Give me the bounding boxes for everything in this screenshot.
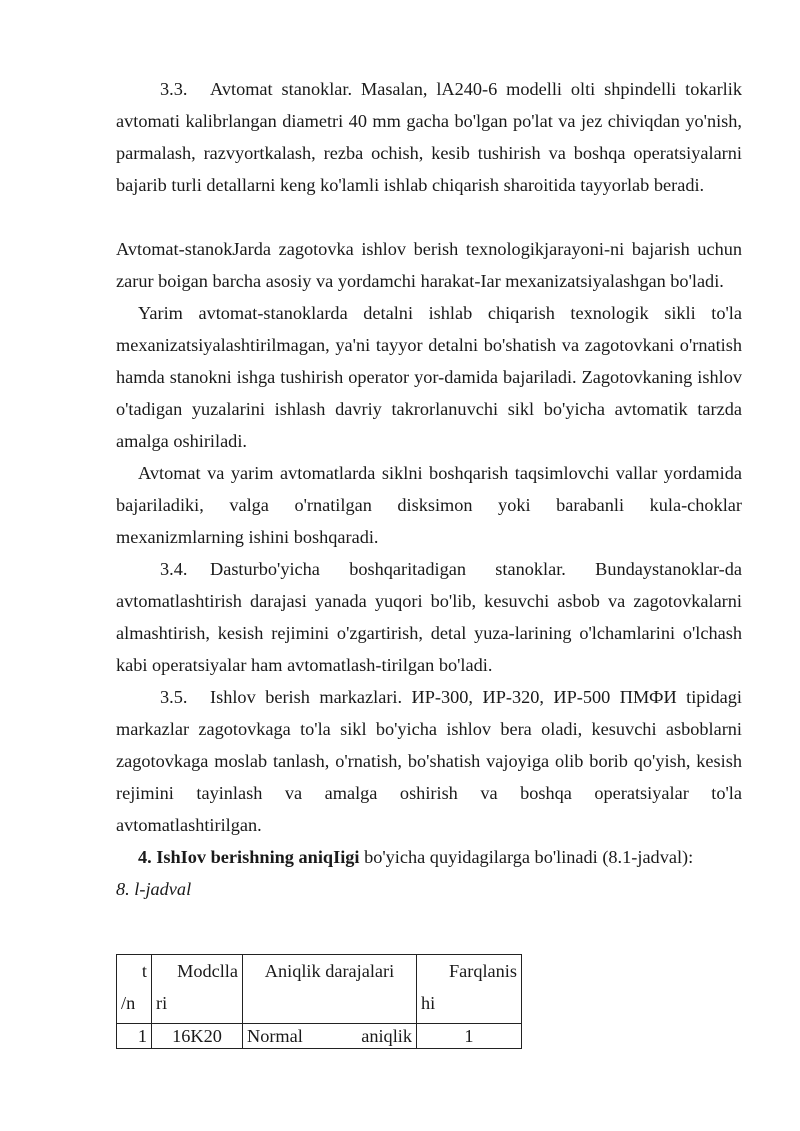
cell-text: Normal — [247, 1026, 303, 1046]
table-row — [117, 1024, 522, 1049]
paragraph-text: Avtomat-stanokJarda zagotovka ishlov berish texnologikjarayoni-ni bajarish uchun zarur boigan barcha asosiy va yordamchi harakat-Iar mexanizatsiyalashgan bo'ladi. — [116, 239, 742, 291]
header-cell-models — [152, 955, 243, 1024]
paragraph-text: Ishlov berish markazlari. ИР-300, ИР-320, ИР-500 ПМФИ tipidagi markazlar zagotovkaga to'la sikl bo'yicha ishlov bera oladi, kesuvchi asboblarni zagotovkaga moslab tanlash, o'rnatish, bo'shatish vajoyiga olib borib qo'yish, kesish rejimini tayinlash va amalga oshirish va boshqa operatsiyalar to'la avtomatlashtirilgan. — [116, 687, 742, 835]
paragraph-text: Dasturbo'yicha boshqaritadigan stanoklar. Bundaystanoklar-da avtomatlashtirish darajasi yanada yuqori bo'lib, kesuvchi asbob va zagotovkalarni almashtirish, kesish rejimini o'zgartirish, detal yuza-larining o'lchamlarini o'lchash kabi operatsiyalar ham avtomatlash-tirilgan bo'ladi. — [116, 559, 742, 675]
table-header-row — [117, 955, 522, 1024]
paragraph-text: Avtomat stanoklar. Masalan, lA240-6 modelli olti shpindelli tokarlik avtomati kalibrlangan diametri 40 mm gacha bo'lgan po'lat va jez chiviqdan yo'nish, parmalash, razvyortkalash, rezba ochish, kesib tushirish va boshqa operatsiyalarni bajarib turli detallarni keng ko'lamli ishlab chiqarish sharoitida tayyorlab beradi. — [116, 79, 742, 195]
cell-model: 16K20 — [152, 1024, 243, 1049]
paragraph-3-5 — [116, 681, 742, 841]
paragraph-text: Yarim avtomat-stanoklarda detalni ishlab chiqarish texnologik sikli to'la mexanizatsiyalashtirilmagan, ya'ni tayyor detalni bo'shatish va zagotovkani o'rnatish hamda stanokni ishga tushirish operator yor-damida bajariladi. Zagotovkaning ishlov o'tadigan yuzalarini ishlash davriy takrorlanuvchi sikl bo'yicha avtomatik tarzda amalga oshiriladi. — [116, 303, 742, 451]
header-text: /n — [121, 993, 136, 1013]
header-text: ri — [156, 993, 168, 1013]
accuracy-table — [116, 954, 522, 1049]
header-text: Farqlanis — [448, 961, 517, 981]
header-cell-number — [117, 955, 152, 1024]
paragraph-text: Avtomat va yarim avtomatlarda siklni boshqarish taqsimlovchi vallar yordamida bajariladiki, valga o'rnatilgan disksimon yoki barabanli kula-choklar mexanizmlarning ishini boshqaradi. — [116, 463, 742, 547]
cell-number: 1 — [117, 1024, 152, 1049]
cell-accuracy — [243, 1024, 417, 1049]
section-number: 3.5. — [160, 687, 188, 707]
table-caption: 8. l-jadval — [116, 879, 192, 899]
header-text: Modclla — [177, 961, 238, 981]
header-text: t — [141, 961, 147, 981]
header-text: Aniqlik darajalari — [264, 961, 395, 981]
paragraph-aniqligi — [116, 841, 742, 905]
paragraph-avtomat-stanoklarda — [116, 233, 742, 297]
paragraph-text: bo'yicha quyidagilarga bo'linadi (8.1-jadval): — [359, 847, 694, 867]
paragraph-3-4 — [116, 553, 742, 681]
header-text: hi — [421, 993, 436, 1013]
bold-heading: 4. IshIov berishning aniqIigi — [138, 847, 360, 867]
cell-difference: 1 — [417, 1024, 522, 1049]
cell-text: aniqlik — [361, 1026, 412, 1046]
section-number: 3.3. — [160, 79, 188, 99]
header-cell-difference — [417, 955, 522, 1024]
paragraph-sikl-boshqarish — [116, 457, 742, 553]
header-cell-accuracy — [243, 955, 417, 1024]
paragraph-yarim-avtomat — [116, 297, 742, 457]
section-number: 3.4. — [160, 559, 188, 579]
paragraph-3-3 — [116, 73, 742, 201]
